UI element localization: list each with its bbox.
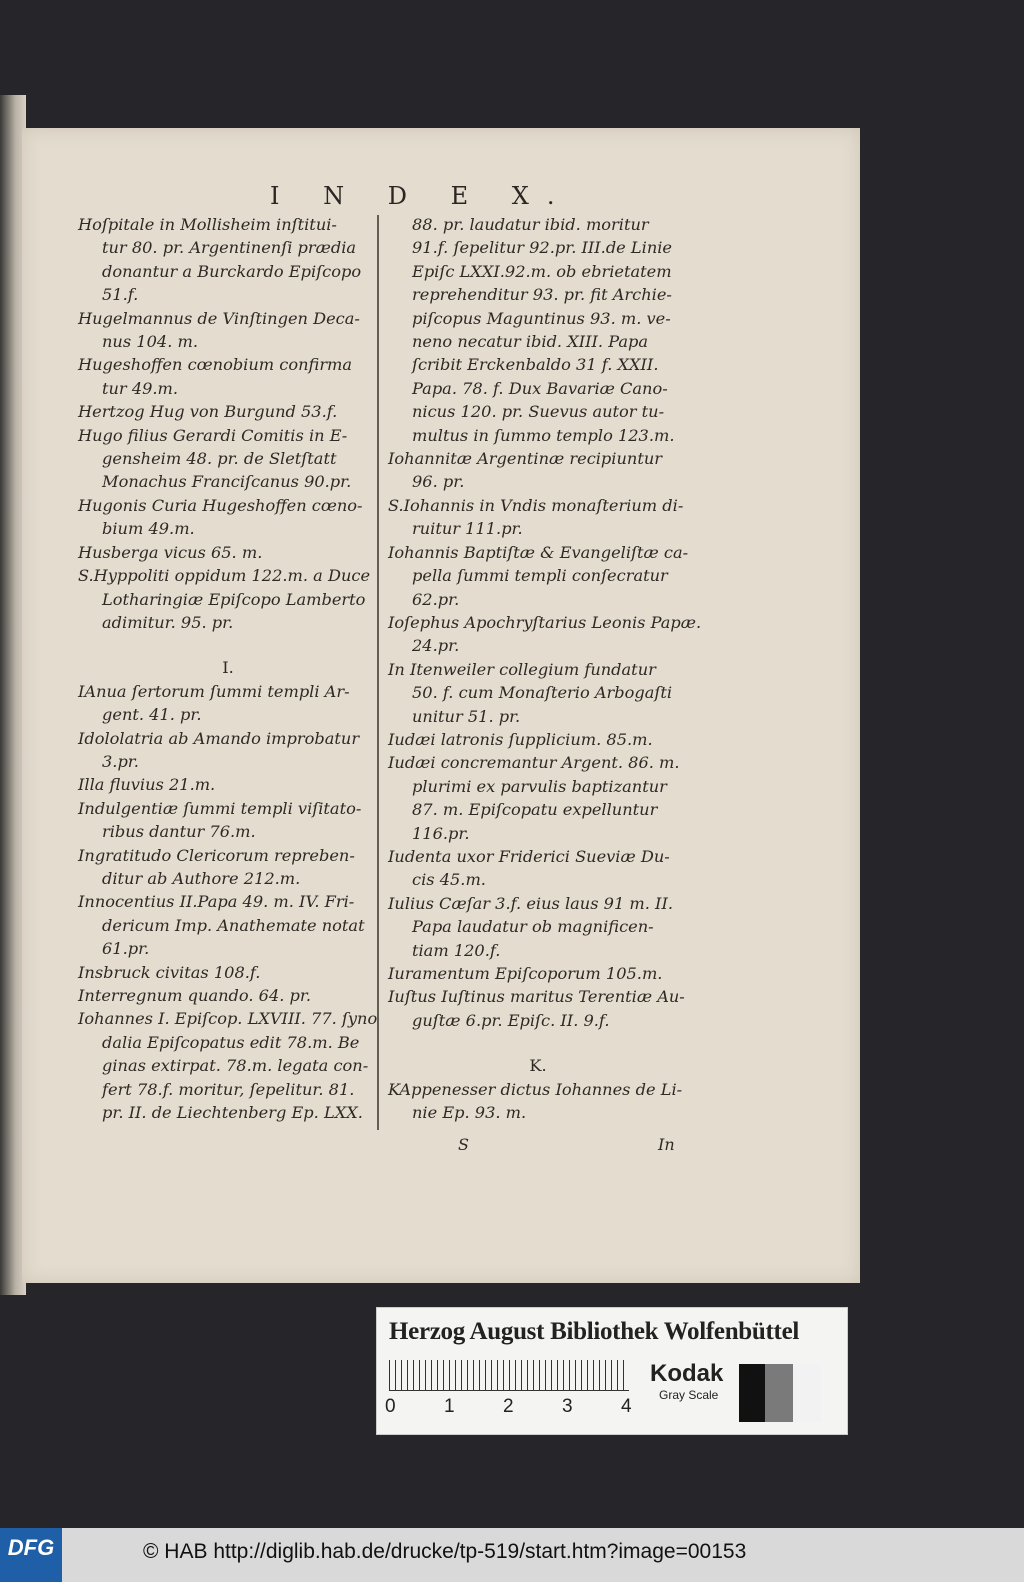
- index-line: 61.pr.: [102, 939, 150, 959]
- index-line: Illa fluvius 21.m.: [78, 775, 216, 795]
- index-line: ruitur 111.pr.: [412, 519, 523, 539]
- index-line: 51.f.: [102, 285, 139, 305]
- catchword: In: [658, 1135, 675, 1154]
- index-line: Ingratitudo Clericorum repreben-: [78, 845, 355, 865]
- index-line: 3.pr.: [102, 751, 139, 771]
- index-line: 96. pr.: [412, 472, 465, 492]
- index-line: S.Iohannis in Vndis monaſterium di-: [388, 495, 684, 515]
- index-line: In Itenweiler collegium fundatur: [388, 659, 656, 679]
- signature-mark: S: [458, 1135, 469, 1154]
- index-line: Papa. 78. f. Dux Bavariæ Cano-: [412, 378, 668, 398]
- index-line: Hugonis Curia Hugeshoffen cœno-: [78, 495, 363, 515]
- index-line: IAnua ſertorum ſummi templi Ar-: [78, 681, 350, 701]
- kodak-logo: Kodak: [650, 1360, 724, 1387]
- index-line: dalia Epiſcopatus edit 78.m. Be: [102, 1032, 360, 1052]
- ruler-scale: [389, 1360, 629, 1391]
- index-line: 88. pr. laudatur ibid. moritur: [412, 215, 649, 234]
- index-line: KAppenesser dictus Iohannes de Li-: [388, 1079, 683, 1099]
- index-line: Iohannis Baptiſtæ & Evangeliſtæ ca-: [388, 542, 689, 562]
- index-line: 87. m. Epiſcopatu expelluntur: [412, 800, 658, 820]
- index-line: Ioſephus Apochryſtarius Leonis Papæ.: [388, 612, 702, 632]
- index-line: ſcribit Erckenbaldo 31 f. XXII.: [412, 355, 659, 375]
- dfg-logo: DFG: [0, 1528, 62, 1582]
- index-line: ginas extirpat. 78.m. legata con-: [102, 1056, 369, 1076]
- color-calibration-card: [376, 1307, 848, 1435]
- index-line: Iohannitæ Argentinæ recipiuntur: [388, 449, 662, 469]
- index-line: piſcopus Maguntinus 93. m. ve-: [412, 308, 671, 328]
- index-line: Hugo filius Gerardi Comitis in E-: [78, 425, 348, 445]
- index-line: tur 80. pr. Argentinenſi prædia: [102, 238, 357, 258]
- credit-link[interactable]: © HAB http://diglib.hab.de/drucke/tp-519/start.htm?image=00153: [143, 1540, 747, 1563]
- card-title: Herzog August Bibliothek Wolfenbüttel: [389, 1318, 800, 1345]
- index-line: Hugeshoffen cœnobium confirma: [78, 355, 353, 375]
- index-line: bium 49.m.: [102, 519, 195, 539]
- index-line: ditur ab Authore 212.m.: [102, 868, 301, 888]
- ruler-number: 3: [562, 1396, 573, 1417]
- index-line: dericum Imp. Anathemate notat: [102, 915, 365, 935]
- left-column: [78, 213, 378, 1124]
- index-line: Indulgentiæ ſummi templi viſitato-: [78, 798, 362, 818]
- index-line: tur 49.m.: [102, 378, 179, 398]
- gray-patch-black: [739, 1364, 765, 1422]
- index-line: ribus dantur 76.m.: [102, 822, 256, 842]
- ruler-number: 2: [503, 1396, 514, 1417]
- index-line: gent. 41. pr.: [102, 705, 202, 725]
- index-line: unitur 51. pr.: [412, 706, 521, 726]
- index-line: Hertzog Hug von Burgund 53.f.: [78, 402, 338, 422]
- index-line: pr. II. de Liechtenberg Ep. LXX.: [102, 1103, 363, 1123]
- index-line: Papa laudatur ob magnificen-: [412, 917, 654, 937]
- index-line: Iuramentum Epiſcoporum 105.m.: [388, 964, 663, 983]
- index-line: Monachus Franciſcanus 90.pr.: [102, 472, 352, 492]
- index-line: Iuſtus Iuſtinus maritus Terentiæ Au-: [388, 987, 685, 1007]
- index-line: donantur a Burckardo Epiſcopo: [102, 261, 362, 281]
- index-line: Hoſpitale in Mollisheim inſtitui-: [78, 215, 337, 234]
- index-line: 62.pr.: [412, 589, 460, 609]
- index-line: S.Hyppoliti oppidum 122.m. a Duce: [78, 566, 371, 586]
- index-line: cis 45.m.: [412, 870, 486, 890]
- index-line: Husberga vicus 65. m.: [78, 542, 263, 562]
- ruler-numbers: [385, 1396, 680, 1418]
- ruler-number: 1: [444, 1396, 455, 1417]
- index-line: 91.f. ſepelitur 92.pr. III.de Linie: [412, 238, 673, 258]
- index-line: Iudæi latronis ſupplicium. 85.m.: [388, 729, 653, 749]
- section-letter-heading: K.: [529, 1056, 547, 1076]
- index-line: nie Ep. 93. m.: [412, 1103, 527, 1123]
- index-line: reprehenditur 93. pr. fit Archie-: [412, 285, 672, 305]
- ruler-number: 0: [385, 1396, 396, 1417]
- index-line: plurimi ex parvulis baptizantur: [412, 776, 667, 796]
- index-line: adimitur. 95. pr.: [102, 612, 234, 632]
- index-line: Hugelmannus de Vinſtingen Deca-: [78, 308, 360, 328]
- index-line: 116.pr.: [412, 823, 470, 843]
- index-line: Iudæi concremantur Argent. 86. m.: [388, 753, 680, 773]
- index-line: nus 104. m.: [102, 332, 198, 352]
- ruler-number: 4: [621, 1396, 632, 1417]
- index-line: Epiſc LXXI.92.m. ob ebrietatem: [412, 261, 672, 281]
- index-line: Innocentius II.Papa 49. m. IV. Fri-: [78, 892, 355, 912]
- index-line: Iohannes I. Epiſcop. LXVIII. 77. ſyno: [78, 1009, 378, 1029]
- gray-patch-white: [793, 1364, 821, 1422]
- gray-scale-label: Gray Scale: [659, 1388, 719, 1402]
- index-line: fert 78.f. moritur, ſepelitur. 81.: [102, 1079, 355, 1099]
- index-line: 50. f. cum Monaſterio Arbogaſti: [412, 683, 673, 703]
- index-line: gensheim 48. pr. de Sletſtatt: [102, 449, 337, 469]
- index-line: Idololatria ab Amando improbatur: [78, 728, 360, 748]
- footer-bar: [0, 1528, 1024, 1582]
- index-line: guſtæ 6.pr. Epiſc. II. 9.f.: [412, 1010, 610, 1030]
- index-line: 24.pr.: [412, 636, 460, 656]
- index-line: Interregnum quando. 64. pr.: [78, 986, 312, 1005]
- page-title: I N D E X.: [270, 182, 573, 210]
- gray-patch-mid: [765, 1364, 793, 1422]
- index-line: Iulius Cæſar 3.f. eius laus 91 m. II.: [388, 893, 673, 913]
- index-line: Insbruck civitas 108.f.: [78, 962, 261, 982]
- index-line: multus in ſummo templo 123.m.: [412, 425, 675, 445]
- index-line: neno necatur ibid. XIII. Papa: [412, 332, 649, 352]
- index-line: nicus 120. pr. Suevus autor tu-: [412, 402, 665, 422]
- index-line: Lotharingiæ Epiſcopo Lamberto: [102, 589, 366, 609]
- index-line: pella ſummi templi conſecratur: [412, 566, 668, 586]
- right-column: [388, 213, 702, 1124]
- section-letter-heading: I.: [222, 658, 234, 678]
- index-line: tiam 120.f.: [412, 940, 501, 960]
- index-line: Iudenta uxor Friderici Sueviæ Du-: [388, 846, 670, 866]
